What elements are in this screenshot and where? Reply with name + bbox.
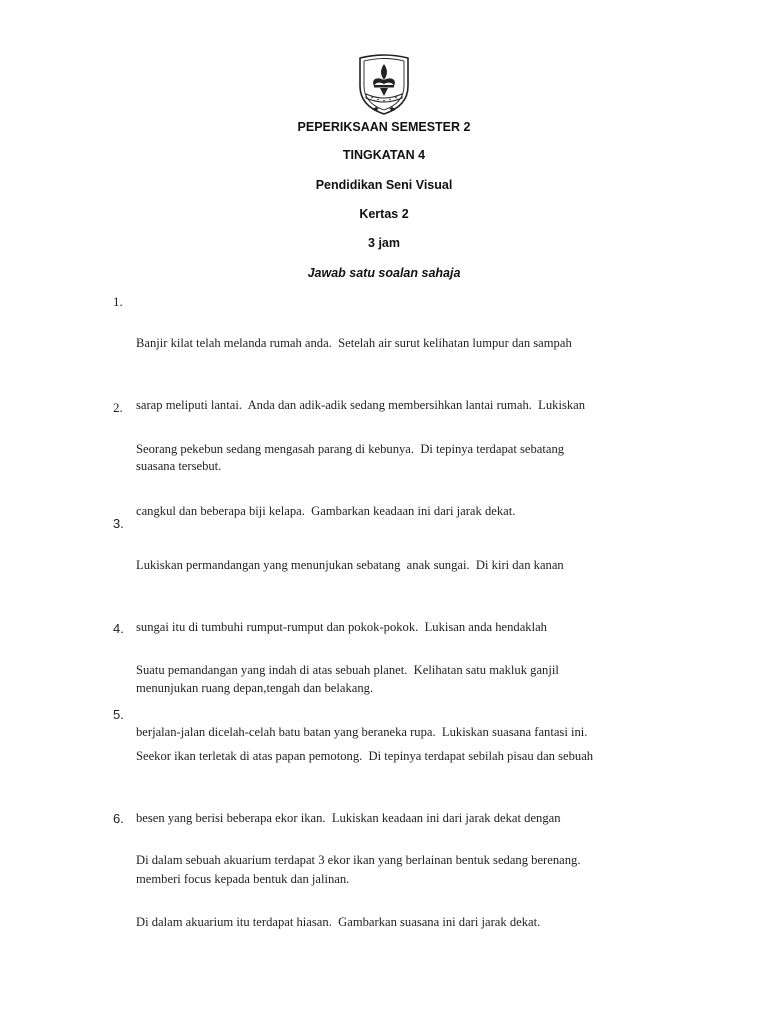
- question-line: Di dalam akuarium itu terdapat hiasan. Gambarkan suasana ini dari jarak dekat.: [136, 914, 541, 929]
- exam-title: PEPERIKSAAN SEMESTER 2: [297, 120, 471, 134]
- question-line: Seorang pekebun sedang mengasah parang di kebunya. Di tepinya terdapat sebatang: [136, 442, 565, 456]
- paper-number: Kertas 2: [359, 207, 409, 221]
- question-line: sarap meliputi lantai. Anda dan adik-adik sedang membersihkan lantai rumah. Lukiskan: [136, 397, 586, 412]
- exam-instruction: Jawab satu soalan sahaja: [307, 266, 461, 280]
- question-number: 4.: [113, 621, 124, 636]
- question-line: sungai itu di tumbuhi rumput-rumput dan pokok-pokok. Lukisan anda hendaklah: [136, 619, 547, 634]
- question-line: Lukiskan permandangan yang menunjukan sebatang anak sungai. Di kiri dan kanan: [136, 558, 564, 572]
- question-text: [136, 809, 666, 973]
- question-line: besen yang berisi beberapa ekor ikan. Lukiskan keadaan ini dari jarak dekat dengan: [136, 810, 561, 825]
- question-number: 2.: [113, 400, 123, 415]
- question-line: menunjukan ruang depan,tengah dan belakang.: [136, 681, 374, 695]
- question-line: Seekor ikan terletak di atas papan pemotong. Di tepinya terdapat sebilah pisau dan sebuah: [136, 749, 594, 763]
- question-number: 1.: [113, 294, 123, 309]
- question-line: memberi focus kepada bentuk dan jalinan.: [136, 872, 350, 886]
- subject-title: Pendidikan Seni Visual: [315, 178, 453, 192]
- question-line: Suatu pemandangan yang indah di atas sebuah planet. Kelihatan satu makluk ganjil: [136, 663, 559, 677]
- question-line: suasana tersebut.: [136, 459, 222, 473]
- question-line: berjalan-jalan dicelah-celah batu batan yang beraneka rupa. Lukiskan suasana fantasi ini.: [136, 724, 588, 739]
- question-line: Banjir kilat telah melanda rumah anda. Setelah air surut kelihatan lumpur dan sampah: [136, 336, 572, 350]
- question-number: 3.: [113, 516, 124, 531]
- question-number: 6.: [113, 811, 124, 826]
- school-crest-icon: [356, 52, 412, 116]
- exam-duration: 3 jam: [368, 236, 400, 250]
- question-line: cangkul dan beberapa biji kelapa. Gambarkan keadaan ini dari jarak dekat.: [136, 503, 516, 518]
- form-level: TINGKATAN 4: [342, 148, 426, 162]
- question-line: Di dalam sebuah akuarium terdapat 3 ekor ikan yang berlainan bentuk sedang berenang.: [136, 853, 581, 867]
- question-number: 5.: [113, 707, 124, 722]
